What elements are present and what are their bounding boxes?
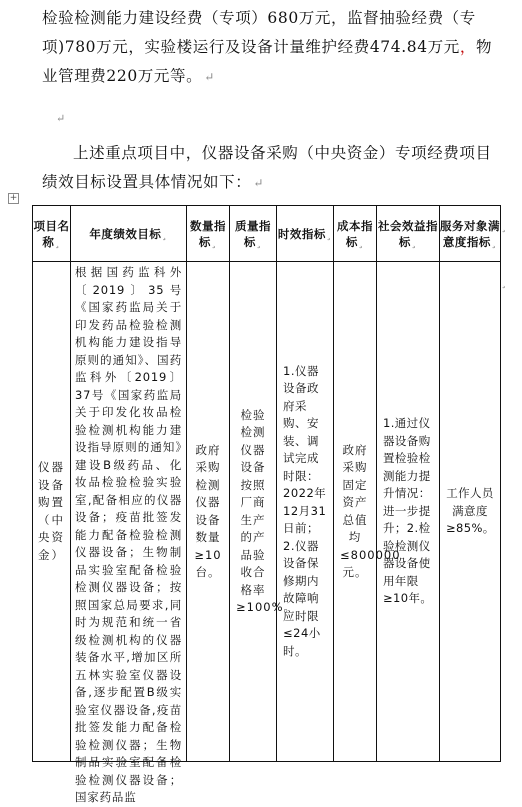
- cell-satisfaction: 工作人员满意度≥85%。: [440, 262, 501, 762]
- empty-paragraph-mark: ↵: [56, 112, 66, 125]
- performance-goals-table: [32, 205, 501, 804]
- cell-quantity: 政府采购检测仪器设备数量≥10台。: [187, 262, 230, 762]
- cell-timeliness: 1.仪器设备政府采购、安装、调试完成时限：2022年12月31日前；2.仪器设备保修期内故障响应时限≤24小时。: [277, 262, 334, 762]
- row-end-mark: ¸: [501, 220, 507, 233]
- table-row: [33, 262, 501, 762]
- cell-social-benefit: 1.通过仪器设备购置检验检测能力提升情况：进一步提升；2.检验检测仪器设备使用年限≥10年。: [377, 262, 440, 762]
- paragraph-intro: [42, 139, 502, 198]
- header-name: 项目名称¸: [33, 206, 71, 262]
- paragraph-mark: ↵: [204, 70, 215, 84]
- cell-annual-goal-text: 根据国药监科外〔2019〕35号《国家药监局关于印发药品检验检测机构能力建设指导原则的通知》、国药监科外〔2019〕37号《国家药监局关于印发化妆品检验检测机构能力建设指导原则的通知》建设B级药品、化妆品检验检验实验室,配备相应的仪器设备；疫苗批签发能力配备检验检测仪器设备；生物制品实验室配备检验检测仪器设备；按照国家总局要求,同时为规范和统一省级检测机构的仪器装备水平,增加区所五林实验室仪器设备,逐步配置B级实验室仪器设备,疫苗批签发能力配备检验检测仪器；生物制品实验室配备检验检测仪器设备；国家药品监: [75, 265, 182, 804]
- header-goal: 年度绩效目标¸: [71, 206, 187, 262]
- header-social: 社会效益指标¸: [377, 206, 440, 262]
- cell-cost: 政府采购固定资产总值均≤800000元。: [334, 262, 377, 762]
- paragraph-funding: [42, 4, 502, 92]
- paragraph-funding-text-2: 物业管理费220万元等。: [42, 38, 493, 85]
- paragraph-funding-red-comma: ，: [459, 38, 476, 56]
- cell-annual-goal: [71, 262, 187, 804]
- cell-project-name: 仪器设备购置（中央资金）: [33, 262, 71, 762]
- header-service: 服务对象满意度指标¸: [440, 206, 501, 262]
- header-quantity: 数量指标¸: [187, 206, 230, 262]
- paragraph-mark: ↵: [253, 176, 264, 190]
- cell-quality: 检验检测仪器设备按照厂商生产的产品验收合格率≥100%。: [230, 262, 277, 762]
- table-header-row: [33, 206, 501, 262]
- row-end-mark: ¸: [501, 276, 507, 289]
- header-timeliness: 时效指标¸: [277, 206, 334, 262]
- table-move-handle-icon[interactable]: +: [9, 193, 18, 203]
- header-quality: 质量指标¸: [230, 206, 277, 262]
- paragraph-funding-text-1: 检验检测能力建设经费（专项）680万元，监督抽验经费（专项)780万元，实验楼运行及设备计量维护经费474.84万元: [42, 9, 476, 56]
- paragraph-intro-text: 上述重点项目中，仪器设备采购（中央资金）专项经费项目绩效目标设置具体情况如下：: [42, 144, 492, 191]
- header-cost: 成本指标¸: [334, 206, 377, 262]
